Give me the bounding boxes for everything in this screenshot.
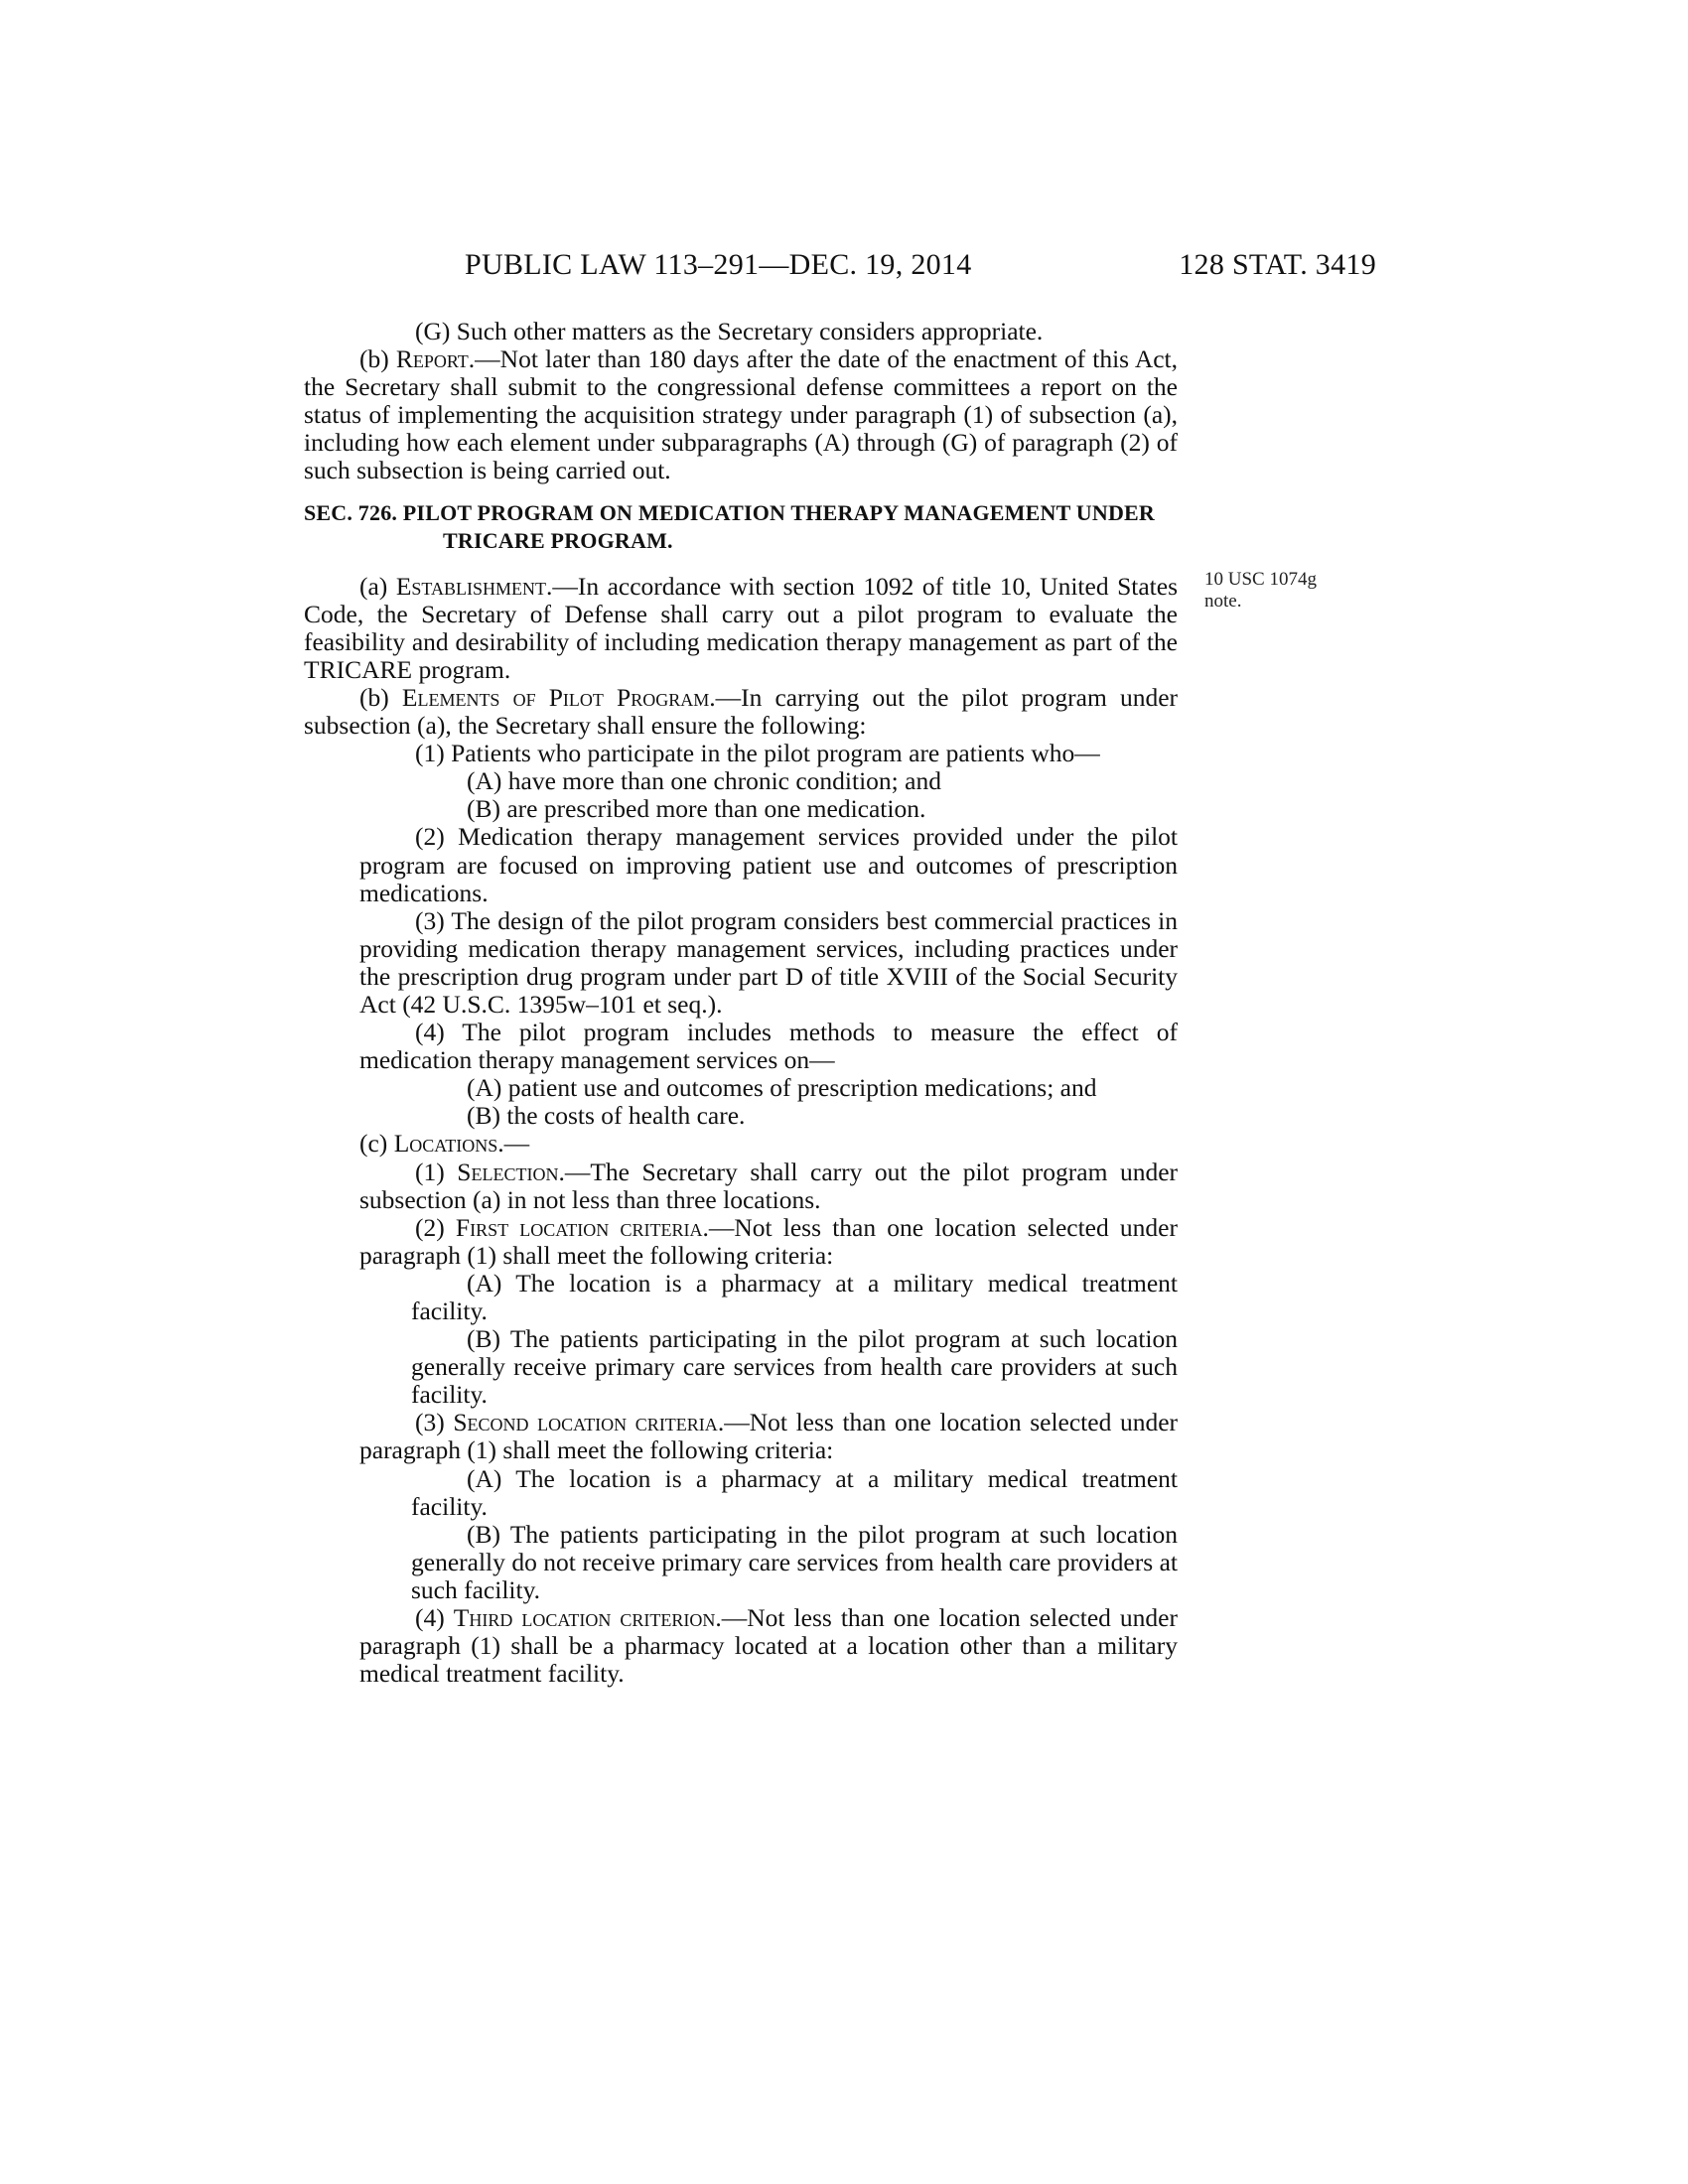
paragraph-label: (b) [359, 682, 402, 712]
paragraph-g: (G) Such other matters as the Secretary considers appropriate. [415, 317, 1044, 345]
paragraph-text: .—In accordance with section 1092 of title 10, United States Code, the Secretary of Defense shall carry out a pilot program to evaluate the feasibility and desirability of including medication therapy management as part of the TRICARE program. [304, 571, 1178, 684]
paragraph-label: (c) [359, 1129, 394, 1159]
margin-note-citation: 10 USC 1074g [1204, 569, 1317, 590]
paragraph-label: (3) [415, 1408, 454, 1437]
paragraph-label: (a) [359, 571, 396, 601]
paragraph-label: (4) [415, 1603, 454, 1633]
paragraph-heading: Elements of Pilot Program [401, 682, 710, 712]
paragraph-heading: Selection [457, 1157, 559, 1186]
paragraph-text: .—In carrying out the pilot program under subsection (a), the Secretary shall ensure the following: [304, 682, 1179, 741]
paragraph-b1a: (A) have more than one chronic condition; and [467, 766, 941, 796]
paragraph-heading: Second location criteria [453, 1408, 718, 1437]
paragraph-b3: (3) The design of the pilot program considers best commercial practices in providing medication therapy management services, including practices under the prescription drug program under part D of title XVIII of the Social Security Act (42 U.S.C. 1395w–101 et seq.). [359, 905, 1178, 1019]
paragraph-heading: Locations [393, 1129, 498, 1159]
paragraph-c2-first-location [304, 1214, 1178, 1270]
paragraph-text: .—Not later than 180 days after the date of the enactment of this Act, the Secretary shall submit to the congressional defense committees a report on the status of implementing the acquisition strategy under paragraph (1) of subsection (a), including how each element under subparagraphs (A) through (G) of paragraph (2) of such subsection is being carried out. [304, 344, 1179, 485]
paragraph-c3a: (A) The location is a pharmacy at a military medical treatment facility. [411, 1463, 1178, 1521]
paragraph-heading: First location criteria [455, 1212, 703, 1242]
paragraph-label: (2) [415, 1212, 456, 1242]
paragraph-text: .—Not less than one location selected under paragraph (1) shall meet the following criteria: [359, 1212, 1178, 1270]
section-heading: SEC. 726. PILOT PROGRAM ON MEDICATION THERAPY MANAGEMENT UNDER TRICARE PROGRAM. [304, 499, 1156, 553]
public-law-title: PUBLIC LAW 113–291—DEC. 19, 2014 [465, 248, 972, 281]
paragraph-c3-second-location [304, 1409, 1178, 1464]
paragraph-b1: (1) Patients who participate in the pilot program are patients who— [415, 739, 1100, 768]
paragraph-text: .—Not less than one location selected under paragraph (1) shall be a pharmacy located at a location other than a military medical treatment facility. [359, 1603, 1178, 1689]
paragraph-c4-third-location [304, 1604, 1178, 1688]
paragraph-b-elements [304, 684, 1178, 740]
paragraph-text: .—Not less than one location selected under paragraph (1) shall meet the following criteria: [359, 1408, 1179, 1465]
paragraph-b4b: (B) the costs of health care. [467, 1101, 746, 1131]
paragraph-text: .—The Secretary shall carry out the pilot program under subsection (a) in not less than three locations. [359, 1157, 1179, 1214]
paragraph-c1-selection [304, 1159, 1178, 1214]
margin-note [1204, 569, 1353, 613]
paragraph-b1b: (B) are prescribed more than one medication. [467, 794, 926, 824]
paragraph-c2a: (A) The location is a pharmacy at a military medical treatment facility. [411, 1268, 1178, 1325]
paragraph-heading: Report [395, 344, 469, 374]
paragraph-b2: (2) Medication therapy management services provided under the pilot program are focused on improving patient use and outcomes of prescription medications. [359, 822, 1178, 907]
paragraph-label: (b) [359, 344, 396, 374]
paragraph-b4: (4) The pilot program includes methods to measure the effect of medication therapy management services on— [359, 1018, 1178, 1075]
paragraph-label: (1) [415, 1157, 458, 1186]
paragraph-a-establishment [304, 573, 1178, 684]
paragraph-b4a: (A) patient use and outcomes of prescription medications; and [467, 1073, 1097, 1103]
paragraph-b-report [304, 345, 1178, 484]
document-body [304, 318, 1178, 1688]
page-header [465, 248, 1376, 288]
margin-note-label: note. [1204, 591, 1242, 612]
paragraph-c-locations [304, 1130, 1178, 1158]
paragraph-heading: Third location criterion [453, 1603, 716, 1633]
paragraph-c3b: (B) The patients participating in the pilot program at such location generally do not receive primary care services from health care providers at such facility. [411, 1519, 1178, 1604]
paragraph-text: .— [497, 1129, 530, 1159]
statute-page-number: 128 STAT. 3419 [1179, 248, 1376, 281]
paragraph-c2b: (B) The patients participating in the pilot program at such location generally receive primary care services from health care providers at such facility. [411, 1324, 1178, 1410]
paragraph-heading: Establishment [395, 571, 546, 601]
